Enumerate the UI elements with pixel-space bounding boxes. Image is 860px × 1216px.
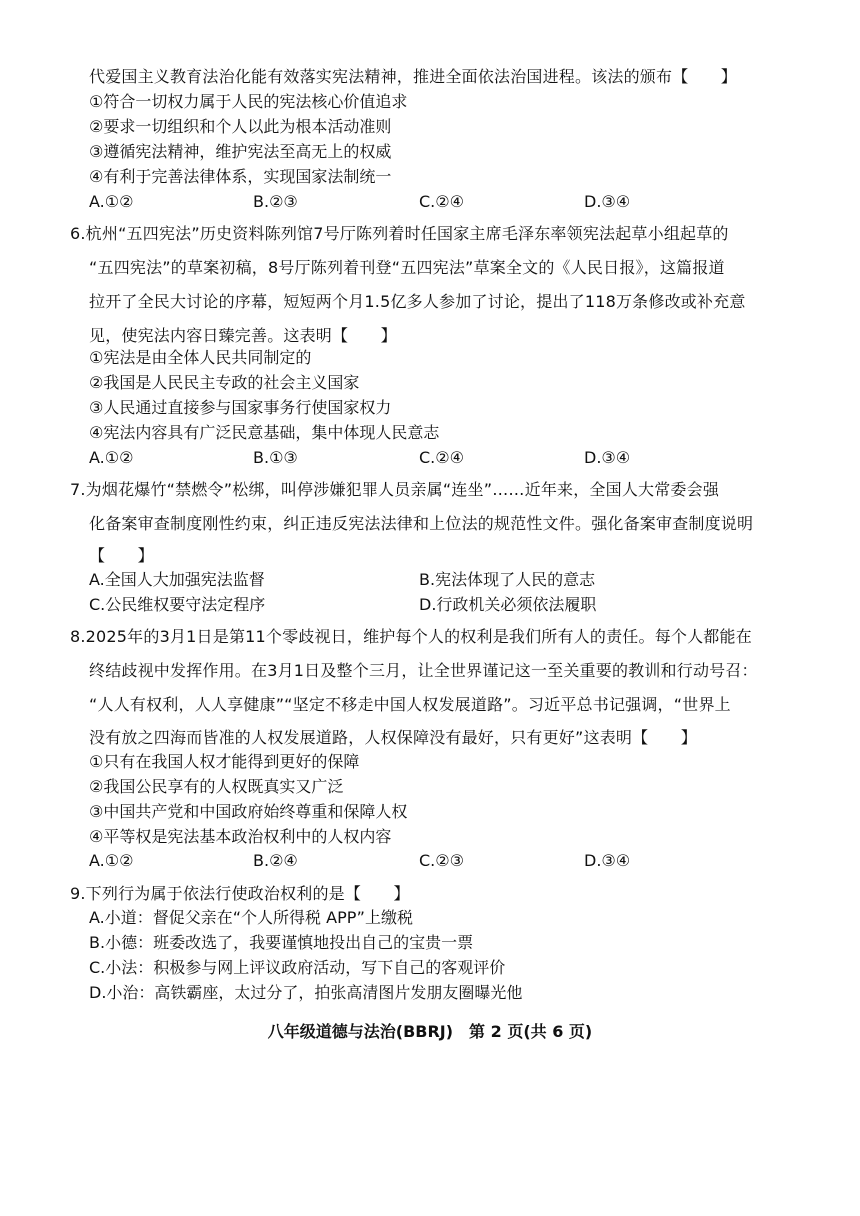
q6-item-2: ②我国是人民民主专政的社会主义国家 bbox=[89, 373, 360, 392]
q8-stem-line-4: 没有放之四海而皆准的人权发展道路，人权保障没有最好，只有更好”这表明【 】 bbox=[89, 728, 697, 747]
q7-stem-line-1: 7.为烟花爆竹“禁燃令”松绑，叫停涉嫌犯罪人员亲属“连坐”……近年来，全国人大常委会强 bbox=[70, 480, 720, 499]
q8-item-4: ④平等权是宪法基本政治权利中的人权内容 bbox=[89, 827, 392, 846]
q9-option-c: C.小法：积极参与网上评议政府活动，写下自己的客观评价 bbox=[89, 958, 506, 977]
q9-option-d: D.小治：高铁霸座，太过分了，拍张高清图片发朋友圈曝光他 bbox=[89, 983, 523, 1002]
q6-option-a: A.①② bbox=[89, 448, 134, 467]
q8-stem-line-3: “人人有权利，人人享健康”“坚定不移走中国人权发展道路”。习近平总书记强调，“世界上 bbox=[89, 695, 731, 714]
q6-item-1: ①宪法是由全体人民共同制定的 bbox=[89, 348, 312, 367]
q6-option-c: C.②④ bbox=[419, 448, 464, 467]
q8-stem-line-1: 8.2025年的3月1日是第11个零歧视日，维护每个人的权利是我们所有人的责任。每个人都能在 bbox=[70, 627, 752, 646]
q5-option-a: A.①② bbox=[89, 192, 134, 211]
q8-option-c: C.②③ bbox=[419, 851, 464, 870]
q5-option-c: C.②④ bbox=[419, 192, 464, 211]
q6-item-3: ③人民通过直接参与国家事务行使国家权力 bbox=[89, 398, 392, 417]
q7-stem-line-2: 化备案审查制度刚性约束，纠正违反宪法法律和上位法的规范性文件。强化备案审查制度说明 bbox=[89, 514, 754, 533]
page-footer: 八年级道德与法治(BBRJ) 第 2 页(共 6 页) bbox=[267, 1022, 593, 1041]
q6-stem-line-1: 6.杭州“五四宪法”历史资料陈列馆7号厅陈列着时任国家主席毛泽东率领宪法起草小组起草的 bbox=[70, 224, 729, 243]
q8-option-d: D.③④ bbox=[584, 851, 631, 870]
q8-option-a: A.①② bbox=[89, 851, 134, 870]
q9-option-a: A.小道：督促父亲在“个人所得税 APP”上缴税 bbox=[89, 908, 413, 927]
q5-item-2: ②要求一切组织和个人以此为根本活动准则 bbox=[89, 117, 392, 136]
q7-option-a: A.全国人大加强宪法监督 bbox=[89, 570, 265, 589]
q5-item-3: ③遵循宪法精神，维护宪法至高无上的权威 bbox=[89, 142, 392, 161]
q6-stem-line-3: 拉开了全民大讨论的序幕，短短两个月1.5亿多人参加了讨论，提出了118万条修改或补充意 bbox=[89, 292, 746, 311]
q5-item-4: ④有利于完善法律体系，实现国家法制统一 bbox=[89, 167, 392, 186]
q6-stem-line-4: 见，使宪法内容日臻完善。这表明【 】 bbox=[89, 326, 397, 345]
q6-option-d: D.③④ bbox=[584, 448, 631, 467]
q7-stem-line-3: 【 】 bbox=[89, 546, 154, 565]
q5-stem-tail: 代爱国主义教育法治化能有效落实宪法精神，推进全面依法治国进程。该法的颁布【 】 bbox=[89, 67, 738, 86]
q6-stem-line-2: “五四宪法”的草案初稿，8号厅陈列着刊登“五四宪法”草案全文的《人民日报》，这篇报道 bbox=[89, 258, 725, 277]
q7-option-c: C.公民维权要守法定程序 bbox=[89, 595, 266, 614]
q8-item-2: ②我国公民享有的人权既真实又广泛 bbox=[89, 777, 344, 796]
q7-option-d: D.行政机关必须依法履职 bbox=[419, 595, 597, 614]
q6-item-4: ④宪法内容具有广泛民意基础，集中体现人民意志 bbox=[89, 423, 440, 442]
q5-option-b: B.②③ bbox=[253, 192, 298, 211]
q5-item-1: ①符合一切权力属于人民的宪法核心价值追求 bbox=[89, 92, 408, 111]
q8-stem-line-2: 终结歧视中发挥作用。在3月1日及整个三月，让全世界谨记这一至关重要的教训和行动号召： bbox=[89, 661, 758, 680]
q8-item-1: ①只有在我国人权才能得到更好的保障 bbox=[89, 752, 360, 771]
q8-item-3: ③中国共产党和中国政府始终尊重和保障人权 bbox=[89, 802, 408, 821]
q8-option-b: B.②④ bbox=[253, 851, 298, 870]
q9-option-b: B.小德：班委改选了，我要谨慎地投出自己的宝贵一票 bbox=[89, 933, 474, 952]
q9-stem: 9.下列行为属于依法行使政治权利的是【 】 bbox=[70, 884, 410, 903]
q6-option-b: B.①③ bbox=[253, 448, 298, 467]
q5-option-d: D.③④ bbox=[584, 192, 631, 211]
q7-option-b: B.宪法体现了人民的意志 bbox=[419, 570, 596, 589]
